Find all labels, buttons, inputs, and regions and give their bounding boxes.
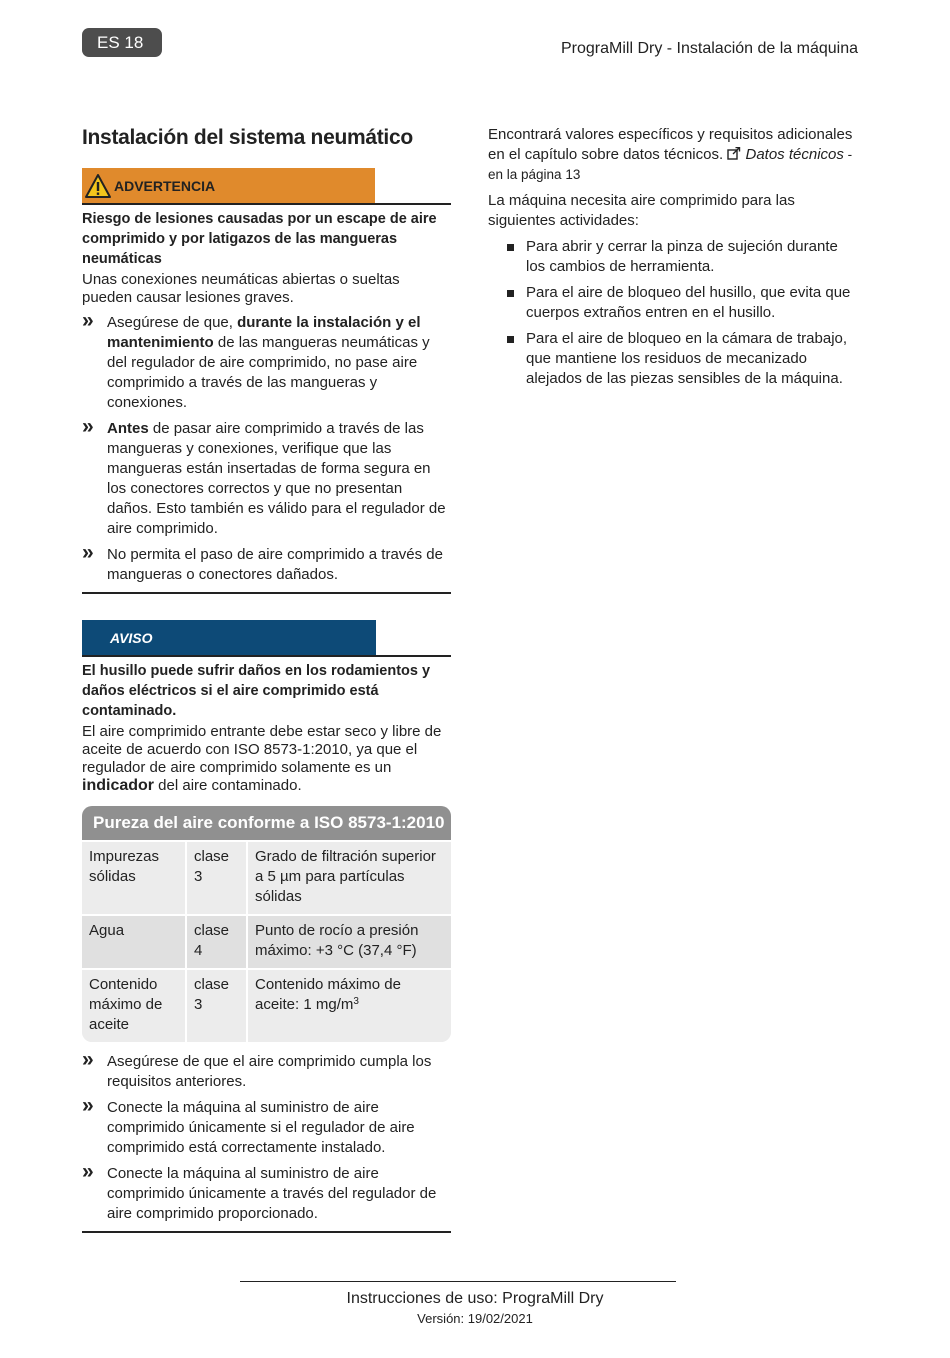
table-row: [82, 968, 451, 1042]
table-cell-item: Contenido máximo de aceite: [82, 970, 187, 1042]
warning-step: [82, 309, 451, 413]
step-text: Conecte la máquina al suministro de aire comprimido únicamente si el regulador de aire comprimido está correctamente instalado.: [107, 1099, 415, 1156]
step-emphasis: Antes: [107, 420, 149, 437]
step-text: Conecte la máquina al suministro de aire comprimido únicamente a través del regulador de aire comprimido proporcionado.: [107, 1165, 437, 1222]
footer-rule: [240, 1281, 676, 1282]
double-chevron-icon: »: [82, 309, 94, 332]
page-number-badge: ES 18: [82, 28, 162, 57]
final-step: [82, 1094, 451, 1158]
link-text[interactable]: Datos técnicos: [745, 146, 844, 163]
warning-step: [82, 541, 451, 585]
list-item-text: Para el aire de bloqueo en la cámara de trabajo, que mantiene los residuos de mecanizado alejados de las piezas sensibles de la máquina.: [526, 330, 848, 387]
warning-triangle-icon: [84, 173, 112, 199]
warning-lead: Riesgo de lesiones causadas por un escape de aire comprimido y por latigazos de las mangueras neumáticas: [82, 211, 437, 267]
tech-data-link[interactable]: [727, 146, 844, 163]
square-bullet-icon: [507, 244, 514, 251]
activities-intro: La máquina necesita aire comprimido para las siguientes actividades:: [488, 192, 795, 229]
warning-rule: [82, 203, 451, 205]
square-bullet-icon: [507, 290, 514, 297]
table-title: Pureza del aire conforme a ISO 8573-1:2010: [82, 806, 451, 840]
step-text: de pasar aire comprimido a través de las mangueras y conexiones, verifique que las mangueras están insertadas de forma segura en los conectores correctos y que no presentan daños. Esto también es válido para el regulador de aire comprimido.: [107, 420, 446, 537]
table-cell-desc-text: Contenido máximo de aceite: 1 mg/m: [255, 976, 401, 1013]
notice-bar: [82, 620, 376, 655]
table-row: [82, 840, 451, 914]
notice-body-emphasis: indicador: [82, 777, 155, 794]
intro-text: Encontrará valores específicos y requisitos adicionales en el capítulo sobre datos técnicos.: [488, 126, 853, 163]
double-chevron-icon: »: [82, 1160, 94, 1183]
notice-body-text: del aire contaminado.: [154, 777, 302, 794]
double-chevron-icon: »: [82, 415, 94, 438]
table-cell-desc: Grado de filtración superior a 5 µm para partículas sólidas: [255, 848, 436, 905]
link-page-ref: - en la página 13: [488, 147, 853, 182]
warning-step: [82, 415, 451, 539]
right-column: [488, 125, 860, 389]
step-text: No permita el paso de aire comprimido a través de mangueras o conectores dañados.: [107, 546, 443, 583]
warning-end-rule: [82, 592, 451, 594]
notice-label: AVISO: [110, 629, 153, 646]
table-cell-item: Agua: [82, 916, 187, 968]
table-cell-class: clase 3: [187, 842, 248, 914]
table-cell-desc: [248, 970, 451, 1042]
footer-title: Instrucciones de uso: PrograMill Dry: [346, 1290, 604, 1307]
notice-body-text: El aire comprimido entrante debe estar seco y libre de aceite de acuerdo con ISO 8573-1:2010, ya que el regulador de aire comprimido solamente es un: [82, 723, 442, 776]
air-purity-table: [82, 806, 451, 1042]
table-cell-class: clase 4: [187, 916, 248, 968]
intro-paragraph: [488, 125, 860, 185]
warning-label: ADVERTENCIA: [114, 177, 216, 194]
footer-version: Versión: 19/02/2021: [417, 1311, 533, 1326]
list-item: [488, 329, 860, 389]
notice-body: [82, 723, 451, 795]
notice-lead: El husillo puede sufrir daños en los rodamientos y daños eléctricos si el aire comprimido está contaminado.: [82, 663, 431, 719]
list-item-text: Para el aire de bloqueo del husillo, que evita que cuerpos extraños entren en el husillo.: [526, 284, 851, 321]
table-row: [82, 914, 451, 968]
final-step: [82, 1048, 451, 1092]
list-item-text: Para abrir y cerrar la pinza de sujeción durante los cambios de herramienta.: [526, 238, 838, 275]
double-chevron-icon: »: [82, 1094, 94, 1117]
step-emphasis: durante la instalación y el mantenimiento: [107, 314, 421, 351]
superscript: 3: [353, 996, 359, 1007]
list-item: [488, 237, 860, 277]
table-cell-class: clase 3: [187, 970, 248, 1042]
table-cell-item: Impurezas sólidas: [82, 842, 187, 914]
notice-rule: [82, 655, 451, 657]
left-column: [82, 124, 451, 1233]
step-text: Asegúrese de que el aire comprimido cumpla los requisitos anteriores.: [107, 1053, 432, 1090]
section-title: Instalación del sistema neumático: [82, 126, 413, 149]
external-link-icon: [727, 147, 741, 160]
table-cell-desc: Punto de rocío a presión máximo: +3 °C (37,4 °F): [255, 922, 419, 959]
step-text: Asegúrese de que,: [107, 314, 238, 331]
step-text: de las mangueras neumáticas y del regulador de aire comprimido, no pase aire comprimido a través de las mangueras y conexiones.: [107, 334, 430, 411]
double-chevron-icon: »: [82, 1048, 94, 1071]
warning-bar: [82, 168, 375, 203]
running-header: PrograMill Dry - Instalación de la máquina: [560, 40, 858, 57]
square-bullet-icon: [507, 336, 514, 343]
table-body: [82, 840, 451, 1042]
double-chevron-icon: »: [82, 541, 94, 564]
final-rule: [82, 1231, 451, 1233]
final-step: [82, 1160, 451, 1224]
list-item: [488, 283, 860, 323]
warning-body: Unas conexiones neumáticas abiertas o sueltas pueden causar lesiones graves.: [82, 271, 400, 306]
